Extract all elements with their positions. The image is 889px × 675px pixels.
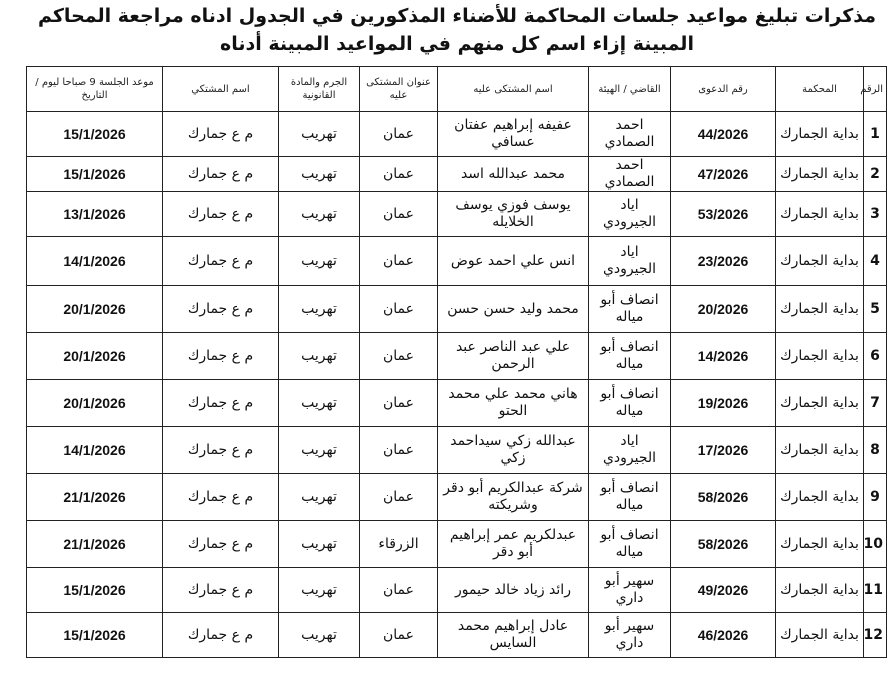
cell-court: بداية الجمارك (776, 474, 864, 521)
cell-judge: انصاف أبو مياله (589, 521, 671, 568)
cell-index: 7 (864, 380, 887, 427)
header-crime: الجرم والمادة القانونية (279, 67, 360, 112)
cell-address: عمان (360, 192, 438, 237)
cell-crime: تهريب (279, 112, 360, 157)
cell-date: 20/1/2026 (27, 380, 163, 427)
cell-complainant: م ع جمارك (163, 427, 279, 474)
cell-defendant: عبدالله زكي سيداحمد زكي (438, 427, 589, 474)
cell-defendant: انس علي احمد عوض (438, 237, 589, 286)
cell-court: بداية الجمارك (776, 568, 864, 613)
cell-complainant: م ع جمارك (163, 237, 279, 286)
cell-date: 20/1/2026 (27, 286, 163, 333)
table-row (27, 192, 887, 237)
cell-crime: تهريب (279, 521, 360, 568)
cell-crime: تهريب (279, 333, 360, 380)
cell-defendant: يوسف فوزي يوسف الخلايله (438, 192, 589, 237)
cell-date: 15/1/2026 (27, 613, 163, 658)
cell-judge: انصاف أبو مياله (589, 474, 671, 521)
cell-address: عمان (360, 333, 438, 380)
cell-index: 3 (864, 192, 887, 237)
cell-crime: تهريب (279, 192, 360, 237)
cell-date: 13/1/2026 (27, 192, 163, 237)
cell-address: عمان (360, 568, 438, 613)
cell-index: 10 (864, 521, 887, 568)
cell-judge: اياد الجيرودي (589, 192, 671, 237)
cell-crime: تهريب (279, 157, 360, 192)
cell-court: بداية الجمارك (776, 192, 864, 237)
cell-crime: تهريب (279, 286, 360, 333)
table-row (27, 380, 887, 427)
cell-court: بداية الجمارك (776, 112, 864, 157)
cell-case-number: 58/2026 (671, 474, 776, 521)
cell-case-number: 58/2026 (671, 521, 776, 568)
cell-complainant: م ع جمارك (163, 112, 279, 157)
cell-case-number: 19/2026 (671, 380, 776, 427)
cell-address: عمان (360, 380, 438, 427)
cell-defendant: شركة عبدالكريم أبو دقر وشريكته (438, 474, 589, 521)
header-index: الرقم (864, 67, 887, 112)
cell-index: 4 (864, 237, 887, 286)
table-row (27, 157, 887, 192)
cell-index: 12 (864, 613, 887, 658)
cell-case-number: 17/2026 (671, 427, 776, 474)
cell-date: 15/1/2026 (27, 157, 163, 192)
cell-judge: احمد الصمادي (589, 157, 671, 192)
cell-crime: تهريب (279, 380, 360, 427)
table-row (27, 112, 887, 157)
cell-complainant: م ع جمارك (163, 333, 279, 380)
cell-court: بداية الجمارك (776, 427, 864, 474)
cell-judge: سهير أبو داري (589, 613, 671, 658)
document-title: مذكرات تبليغ مواعيد جلسات المحاكمة للأضناء المذكورين في الجدول ادناه مراجعة المحاكم المبينة إزاء اسم كل منهم في المواعيد المبينة أدناه (37, 5, 877, 55)
cell-judge: اياد الجيرودي (589, 427, 671, 474)
cell-index: 1 (864, 112, 887, 157)
cell-index: 11 (864, 568, 887, 613)
cell-crime: تهريب (279, 568, 360, 613)
cell-address: عمان (360, 427, 438, 474)
cell-address: الزرقاء (360, 521, 438, 568)
cell-complainant: م ع جمارك (163, 286, 279, 333)
cell-address: عمان (360, 112, 438, 157)
notice-document (27, 0, 887, 675)
cell-address: عمان (360, 237, 438, 286)
cell-crime: تهريب (279, 427, 360, 474)
cell-index: 8 (864, 427, 887, 474)
cell-judge: انصاف أبو مياله (589, 380, 671, 427)
cell-address: عمان (360, 286, 438, 333)
cell-defendant: علي عبد الناصر عبد الرحمن (438, 333, 589, 380)
cell-date: 14/1/2026 (27, 427, 163, 474)
cell-date: 15/1/2026 (27, 568, 163, 613)
cell-case-number: 49/2026 (671, 568, 776, 613)
header-complainant: اسم المشتكي (163, 67, 279, 112)
header-address: عنوان المشتكى عليه (360, 67, 438, 112)
table-row (27, 286, 887, 333)
cell-complainant: م ع جمارك (163, 380, 279, 427)
cell-court: بداية الجمارك (776, 380, 864, 427)
cell-judge: انصاف أبو مياله (589, 333, 671, 380)
cell-date: 14/1/2026 (27, 237, 163, 286)
cell-defendant: عفيفه إبراهيم عفتان عسافي (438, 112, 589, 157)
cell-court: بداية الجمارك (776, 286, 864, 333)
cell-index: 6 (864, 333, 887, 380)
cell-court: بداية الجمارك (776, 237, 864, 286)
header-date: موعد الجلسة 9 صباحا ليوم / التاريخ (27, 67, 163, 112)
cell-case-number: 14/2026 (671, 333, 776, 380)
table-row (27, 568, 887, 613)
cell-date: 21/1/2026 (27, 521, 163, 568)
header-judge: القاضي / الهيئة (589, 67, 671, 112)
cell-defendant: عبدلكريم عمر إبراهيم أبو دقر (438, 521, 589, 568)
cell-case-number: 20/2026 (671, 286, 776, 333)
table-row (27, 333, 887, 380)
cell-date: 20/1/2026 (27, 333, 163, 380)
cell-court: بداية الجمارك (776, 333, 864, 380)
cell-defendant: عادل إبراهيم محمد السايس (438, 613, 589, 658)
cell-complainant: م ع جمارك (163, 521, 279, 568)
cell-index: 9 (864, 474, 887, 521)
cell-court: بداية الجمارك (776, 157, 864, 192)
cell-case-number: 46/2026 (671, 613, 776, 658)
cell-case-number: 23/2026 (671, 237, 776, 286)
cell-complainant: م ع جمارك (163, 157, 279, 192)
header-defendant: اسم المشتكى عليه (438, 67, 589, 112)
table-row (27, 613, 887, 658)
cell-case-number: 53/2026 (671, 192, 776, 237)
cell-crime: تهريب (279, 474, 360, 521)
cell-crime: تهريب (279, 613, 360, 658)
cell-judge: احمد الصمادي (589, 112, 671, 157)
cell-crime: تهريب (279, 237, 360, 286)
cell-complainant: م ع جمارك (163, 192, 279, 237)
cell-index: 2 (864, 157, 887, 192)
table-row (27, 521, 887, 568)
hearings-table (26, 66, 887, 658)
cell-complainant: م ع جمارك (163, 613, 279, 658)
table-row (27, 427, 887, 474)
cell-case-number: 47/2026 (671, 157, 776, 192)
cell-defendant: محمد عبدالله اسد (438, 157, 589, 192)
cell-address: عمان (360, 157, 438, 192)
cell-court: بداية الجمارك (776, 521, 864, 568)
cell-judge: اياد الجيرودي (589, 237, 671, 286)
cell-case-number: 44/2026 (671, 112, 776, 157)
cell-judge: سهير أبو داري (589, 568, 671, 613)
cell-defendant: رائد زياد خالد حيمور (438, 568, 589, 613)
cell-address: عمان (360, 613, 438, 658)
header-court: المحكمة (776, 67, 864, 112)
cell-complainant: م ع جمارك (163, 474, 279, 521)
cell-date: 21/1/2026 (27, 474, 163, 521)
cell-court: بداية الجمارك (776, 613, 864, 658)
cell-judge: انصاف أبو مياله (589, 286, 671, 333)
table-header-row (27, 67, 887, 112)
cell-address: عمان (360, 474, 438, 521)
table-row (27, 237, 887, 286)
cell-defendant: هاني محمد علي محمد الحتو (438, 380, 589, 427)
table-row (27, 474, 887, 521)
header-case-number: رقم الدعوى (671, 67, 776, 112)
cell-defendant: محمد وليد حسن حسن (438, 286, 589, 333)
cell-index: 5 (864, 286, 887, 333)
cell-complainant: م ع جمارك (163, 568, 279, 613)
cell-date: 15/1/2026 (27, 112, 163, 157)
